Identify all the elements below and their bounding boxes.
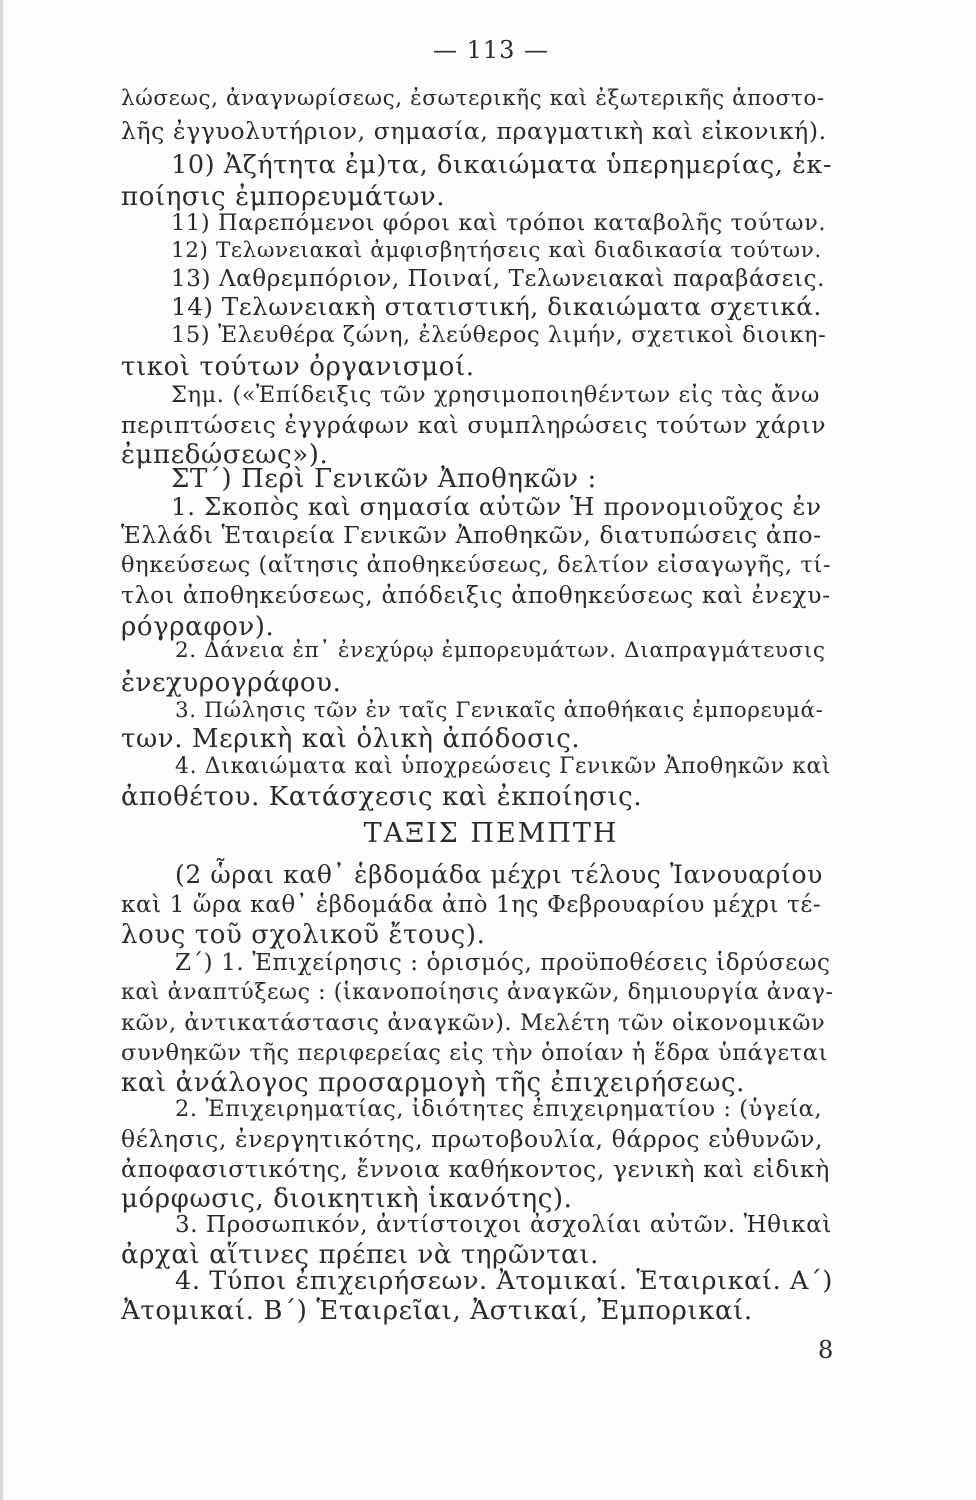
text-line-10: τικοὶ τούτων ὀργανισμοί. (121, 352, 475, 382)
text-line-35: θέλησις, ἐνεργητικότης, πρωτοβουλία, θάρρος εὐθυνῶν, (121, 1125, 824, 1153)
text-line-11: Σημ. («Ἐπίδειξις τῶν χρησιμοποιηθέντων εἰς τὰς ἄνω (171, 382, 820, 408)
page-number-header: — 113 — (432, 36, 550, 64)
text-line-6: 12) Τελωνειακαὶ ἀμφισβητήσεις καὶ διαδικασία τούτων. (171, 238, 822, 263)
text-line-22: 3. Πώλησις τῶν ἐν ταῖς Γενικαῖς ἀποθήκαις ἐμπορευμά- (175, 698, 824, 723)
text-line-26: (2 ὧραι καθ᾿ ἑβδομάδα μέχρι τέλους Ἰανουαρίου (175, 860, 823, 889)
text-line-17: θηκεύσεως (αἴτησις ἀποθηκεύσεως, δελτίον εἰσαγωγῆς, τί- (121, 552, 832, 578)
text-line-37: μόρφωσις, διοικητικὴ ἱκανότης). (121, 1184, 573, 1214)
text-line-25: ἀποθέτου. Κατάσχεσις καὶ ἐκποίησις. (121, 782, 643, 812)
text-line-2: λῆς ἐγγυολυτήριον, σημασία, πραγματικὴ καὶ εἰκονική). (121, 117, 827, 145)
text-line-12: περιπτώσεις ἐγγράφων καὶ συμπληρώσεις τούτων χάριν (121, 411, 827, 439)
text-line-8: 14) Τελωνειακὴ στατιστική, δικαιώματα σχετικά. (171, 292, 822, 321)
text-line-23: των. Μερικὴ καὶ ὁλικὴ ἀπόδοσις. (121, 724, 581, 754)
text-line-29: Ζ΄) 1. Ἐπιχείρησις : ὁρισμός, προϋποθέσεις ἱδρύσεως (175, 950, 831, 976)
text-line-41: Ἀτομικαί. Β΄) Ἑταιρεῖαι, Ἀστικαί, Ἐμπορικαί. (121, 1296, 753, 1326)
text-line-36: ἀποφασιστικότης, ἔννοια καθήκοντος, γενικὴ καὶ εἰδικὴ (121, 1155, 830, 1183)
text-line-39: ἀρχαὶ αἵτινες πρέπει νὰ τηρῶνται. (121, 1240, 599, 1270)
text-line-13: ἐμπεδώσεως»). (121, 440, 329, 470)
text-line-28: λους τοῦ σχολικοῦ ἔτους). (121, 920, 486, 950)
text-line-7: 13) Λαθρεμπόριον, Ποιναί, Τελωνειακαὶ παραβάσεις. (171, 266, 825, 292)
text-line-31: κῶν, ἀντικατάστασις ἀναγκῶν). Μελέτη τῶν οἰκονομικῶν (121, 1010, 826, 1036)
section-title: ΤΑΞΙΣ ΠΕΜΠΤΗ (363, 818, 619, 849)
text-line-15: 1. Σκοπὸς καὶ σημασία αὐτῶν Ἡ προνομιοῦχος ἐν (171, 492, 822, 521)
text-line-27: καὶ 1 ὥρα καθ᾿ ἑβδομάδα ἀπὸ 1ης Φεβρουαρίου μέχρι τέ- (121, 892, 822, 918)
text-line-38: 3. Προσωπικόν, ἀντίστοιχοι ἀσχολίαι αὐτῶν. Ἠθικαὶ (175, 1212, 832, 1238)
signature-mark: 8 (818, 1336, 834, 1364)
text-line-5: 11) Παρεπόμενοι φόροι καὶ τρόποι καταβολῆς τούτων. (171, 210, 827, 236)
text-line-40: 4. Τύποι ἐπιχειρήσεων. Ἀτομικαί. Ἑταιρικαί. Α΄) (175, 1266, 833, 1296)
text-line-24: 4. Δικαιώματα καὶ ὑποχρεώσεις Γενικῶν Ἀποθηκῶν καὶ (175, 754, 832, 779)
text-line-3: 10) Ἀζήτητα ἐμ)τα, δικαιώματα ὑπερημερίας, ἐκ- (171, 150, 833, 180)
text-line-32: συνθηκῶν τῆς περιφερείας εἰς τὴν ὁποίαν ἡ ἕδρα ὑπάγεται (121, 1040, 828, 1066)
text-line-20: 2. Δάνεια ἐπ᾿ ἐνεχύρῳ ἐμπορευμάτων. Διαπραγμάτευσις (175, 638, 826, 663)
text-line-1: λώσεως, ἀναγνωρίσεως, ἐσωτερικῆς καὶ ἐξωτερικῆς ἀποστο- (121, 86, 825, 111)
text-line-14: ΣΤ΄) Περὶ Γενικῶν Ἀποθηκῶν : (171, 464, 597, 494)
text-line-4: ποίησις ἐμπορευμάτων. (121, 182, 446, 212)
text-line-34: 2. Ἐπιχειρηματίας, ἰδιότητες ἐπιχειρηματίου : (ὑγεία, (175, 1096, 823, 1122)
text-line-19: ρόγραφον). (121, 612, 275, 642)
text-line-33: καὶ ἀνάλογος προσαρμογὴ τῆς ἐπιχειρήσεως. (121, 1068, 746, 1098)
text-line-30: καὶ ἀναπτύξεως : (ἱκανοποίησις ἀναγκῶν, δημιουργία ἀναγ- (121, 980, 834, 1005)
text-line-9: 15) Ἐλευθέρα ζώνη, ἐλεύθερος λιμήν, σχετικοὶ διοικη- (171, 322, 827, 348)
text-line-21: ἐνεχυρογράφου. (121, 668, 342, 698)
text-line-16: Ἑλλάδι Ἑταιρεία Γενικῶν Ἀποθηκῶν, διατυπώσεις ἀπο- (121, 521, 822, 549)
text-line-18: τλοι ἀποθηκεύσεως, ἀπόδειξις ἀποθηκεύσεως καὶ ἐνεχυ- (121, 581, 831, 609)
